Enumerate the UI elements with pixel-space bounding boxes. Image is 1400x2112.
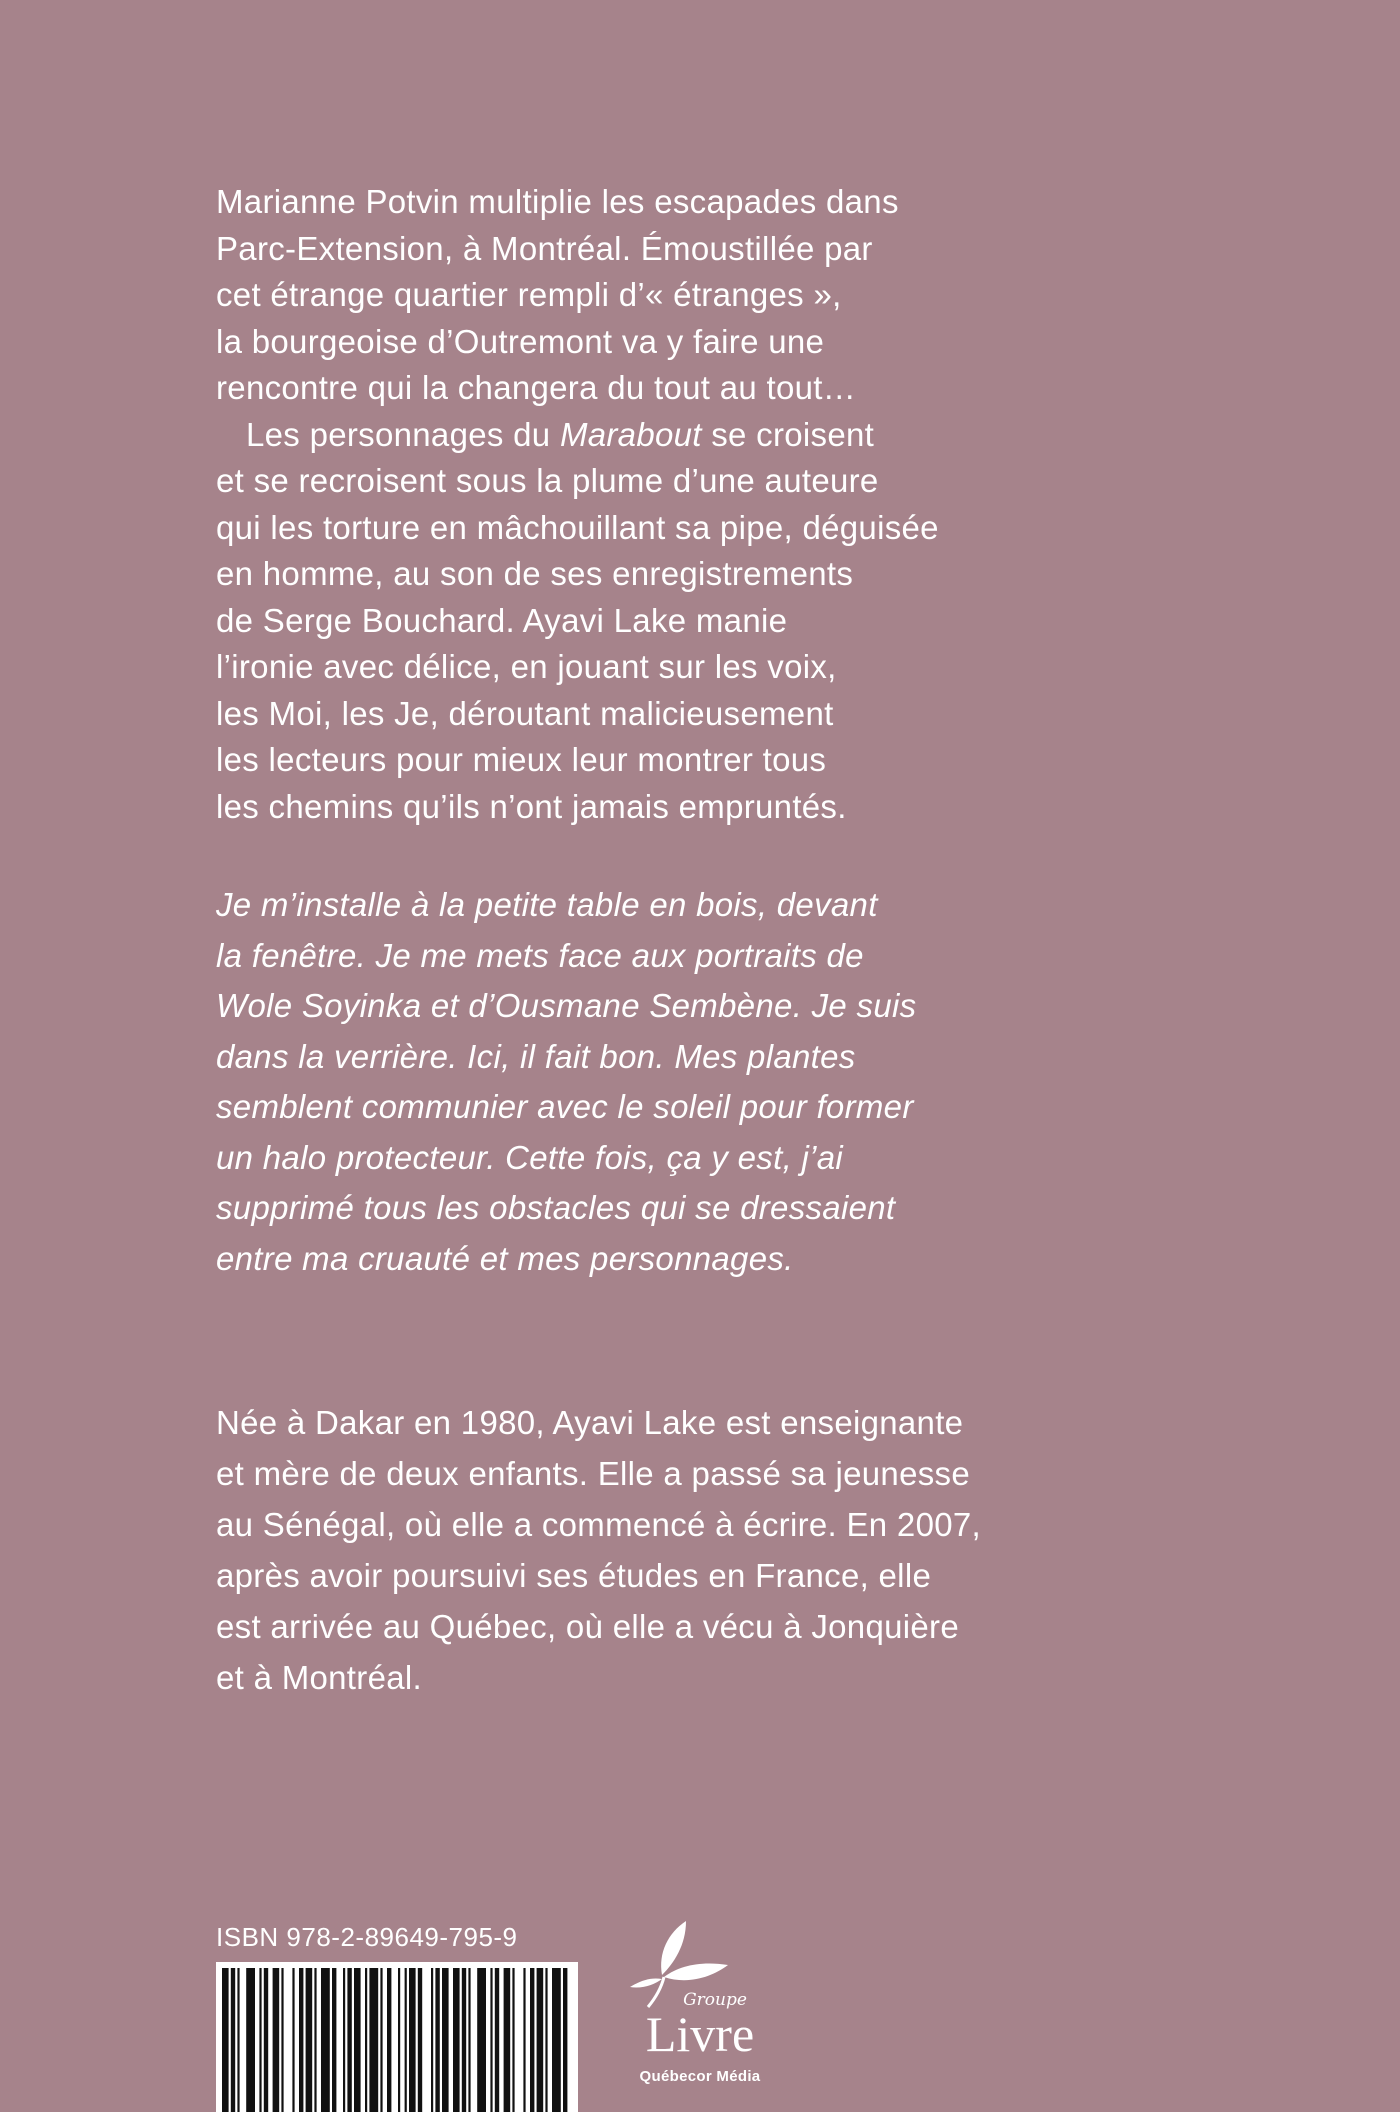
barcode-bar — [273, 1968, 280, 2112]
logo-groupe-text: Groupe — [683, 1990, 747, 2010]
excerpt-line: supprimé tous les obstacles qui se dressaient — [216, 1189, 896, 1226]
barcode-bar — [537, 1968, 544, 2112]
book-title: Marabout — [559, 415, 702, 453]
excerpt-line: Je m’installe à la petite table en bois, devant — [216, 886, 878, 923]
barcode-bar — [563, 1968, 567, 2112]
barcode-bar — [264, 1968, 268, 2112]
barcode-bar — [409, 1968, 416, 2112]
barcode-bar — [237, 1968, 239, 2112]
bio-line: Née à Dakar en 1980, Ayavi Lake est enseignante — [216, 1404, 964, 1441]
logo-media-text: Québecor Média — [639, 2068, 761, 2085]
excerpt-line: dans la verrière. Ici, il fait bon. Mes plantes — [216, 1037, 856, 1075]
barcode-bar — [453, 1968, 460, 2112]
author-bio — [216, 1397, 1216, 1703]
logo-livre-text: Livre — [645, 2006, 755, 2062]
barcode-bar — [435, 1968, 439, 2112]
summary-line: qui les torture en mâchouillant sa pipe, déguisée — [216, 508, 939, 546]
barcode-bar — [380, 1968, 382, 2112]
barcode-bar — [347, 1968, 351, 2112]
excerpt-line: semblent communier avec le soleil pour former — [216, 1088, 914, 1125]
barcode-bar — [246, 1968, 255, 2112]
summary-line: les chemins qu’ils n’ont jamais empruntés. — [216, 787, 847, 825]
barcode-bar — [398, 1968, 400, 2112]
barcode-bar — [495, 1968, 499, 2112]
barcode — [216, 1962, 578, 2112]
bio-line: au Sénégal, où elle a commencé à écrire. En 2007, — [216, 1506, 981, 1543]
barcode-bar — [477, 1968, 486, 2112]
barcode-bar — [405, 1968, 407, 2112]
barcode-bar — [281, 1968, 283, 2112]
barcode-bar — [442, 1968, 449, 2112]
barcode-bar — [299, 1968, 303, 2112]
summary-line: les Moi, les Je, déroutant malicieusement — [216, 694, 834, 732]
barcode-bar — [387, 1968, 391, 2112]
summary-line: et se recroisent sous la plume d’une auteure — [216, 462, 879, 499]
summary-line: Marianne Potvin multiplie les escapades dans — [216, 183, 899, 220]
summary-line: rencontre qui la changera du tout au tout… — [216, 369, 857, 406]
summary-paragraph-two-start — [216, 412, 1216, 459]
barcode-bar — [259, 1968, 261, 2112]
barcode-bar — [292, 1968, 294, 2112]
summary-line: Parc-Extension, à Montréal. Émoustillée par — [216, 229, 873, 267]
barcode-bar — [222, 1968, 229, 2112]
barcode-bars — [216, 1962, 578, 2112]
summary-line: cet étrange quartier rempli d’« étranges », — [216, 276, 842, 313]
barcode-bar — [523, 1968, 525, 2112]
bio-line: est arrivée au Québec, où elle a vécu à Jonquière — [216, 1608, 959, 1645]
barcode-bar — [354, 1968, 361, 2112]
barcode-bar — [369, 1968, 378, 2112]
barcode-bar — [490, 1968, 492, 2112]
barcode-bar — [306, 1968, 313, 2112]
barcode-bar — [530, 1968, 534, 2112]
summary-text — [216, 179, 1216, 830]
barcode-bar — [418, 1968, 422, 2112]
summary-line: la bourgeoise d’Outremont va y faire une — [216, 322, 825, 360]
excerpt-line: Wole Soyinka et d’Ousmane Sembène. Je suis — [216, 987, 917, 1024]
summary-line: les lecteurs pour mieux leur montrer tous — [216, 741, 827, 778]
bio-line: et à Montréal. — [216, 1659, 422, 1696]
bio-line: après avoir poursuivi ses études en France, elle — [216, 1557, 932, 1594]
barcode-bar — [552, 1968, 561, 2112]
barcode-bar — [512, 1968, 514, 2112]
excerpt-line: entre ma cruauté et mes personnages. — [216, 1239, 794, 1277]
barcode-bar — [431, 1968, 433, 2112]
publisher-logo — [610, 1915, 790, 2105]
barcode-bar — [343, 1968, 345, 2112]
excerpt-line: un halo protecteur. Cette fois, ça y est, j’ai — [216, 1138, 844, 1176]
barcode-bar — [231, 1968, 235, 2112]
excerpt-line: la fenêtre. Je me mets face aux portraits de — [216, 936, 864, 974]
summary-line: en homme, au son de ses enregistrements — [216, 555, 854, 592]
barcode-bar — [504, 1968, 511, 2112]
barcode-bar — [314, 1968, 316, 2112]
barcode-bar — [545, 1968, 547, 2112]
isbn-label: ISBN 978-2-89649-795-9 — [216, 1922, 518, 1952]
summary-text-run: se croisent — [701, 415, 875, 453]
bio-line: et mère de deux enfants. Elle a passé sa jeunesse — [216, 1455, 970, 1492]
barcode-bar — [321, 1968, 330, 2112]
barcode-bar — [332, 1968, 336, 2112]
summary-line: l’ironie avec délice, en jouant sur les voix, — [216, 648, 837, 685]
barcode-bar — [468, 1968, 470, 2112]
excerpt-text — [216, 880, 1216, 1284]
summary-line: de Serge Bouchard. Ayavi Lake manie — [216, 601, 788, 639]
barcode-bar — [365, 1968, 367, 2112]
summary-text-run: Les personnages du — [246, 415, 560, 453]
barcode-bar — [462, 1968, 466, 2112]
